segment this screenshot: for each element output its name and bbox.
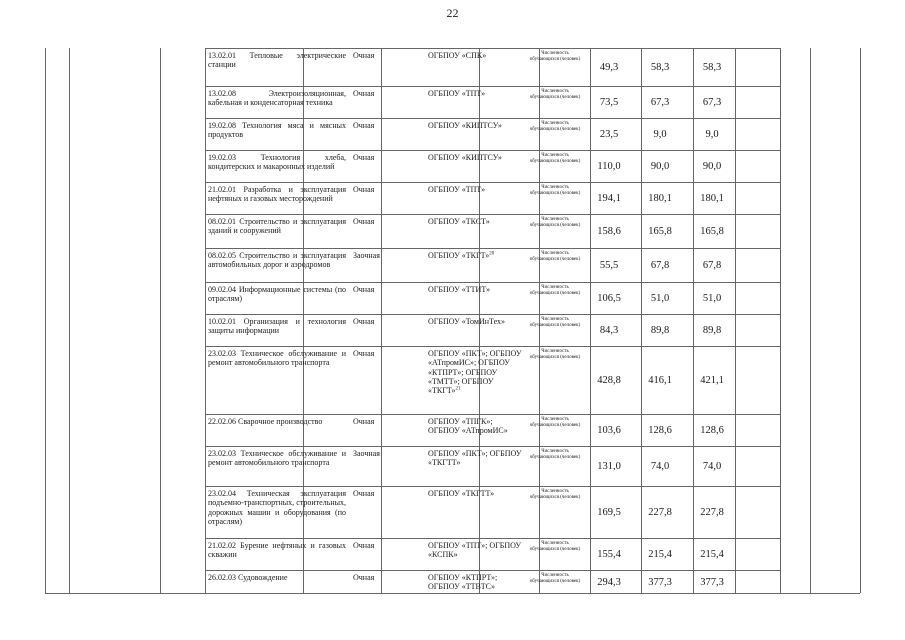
column-border — [205, 48, 206, 593]
value-cell: 227,8 — [700, 507, 724, 518]
column-border — [780, 48, 781, 593]
specialty-cell: 08.02.05 Строительство и эксплуатация автомобильных дорог и аэродромов — [208, 251, 346, 270]
value-cell: 169,5 — [597, 507, 621, 518]
value-cell: 9,0 — [705, 129, 719, 140]
indicator-cell: Численность обучающихся (человек) — [529, 449, 581, 460]
value-cell: 49,3 — [599, 62, 619, 73]
specialty-cell: 13.02.01 Тепловые электрические станции — [208, 51, 346, 70]
value-cell: 165,8 — [648, 226, 672, 237]
study-form-cell: Очная — [353, 417, 375, 426]
row-border — [205, 538, 780, 539]
organization-cell: ОГБПОУ «КИПТСУ» — [428, 121, 502, 130]
study-form-cell: Очная — [353, 285, 375, 294]
value-cell: 294,3 — [597, 576, 621, 588]
value-cell: 227,8 — [648, 507, 672, 518]
value-cell: 416,1 — [648, 375, 672, 386]
value-cell: 67,3 — [702, 97, 722, 108]
footnote-marker: 20 — [489, 251, 495, 257]
value-cell: 67,3 — [650, 97, 670, 108]
value-cell: 215,4 — [648, 549, 672, 560]
specialty-cell: 23.02.04 Техническая эксплуатация подъемно-транспортных, строительных, дорожных машин и оборудования (по отраслям) — [208, 489, 346, 526]
study-form-cell: Заочная — [353, 251, 380, 260]
value-cell: 421,1 — [700, 375, 724, 386]
specialty-cell: 23.02.03 Техническое обслуживание и ремонт автомобильного транспорта — [208, 449, 346, 468]
value-cell: 128,6 — [700, 425, 724, 436]
value-cell: 55,5 — [599, 260, 619, 271]
value-cell: 155,4 — [597, 549, 621, 560]
value-cell: 67,8 — [650, 260, 670, 271]
row-border — [205, 248, 780, 249]
specialty-cell: 26.02.03 Судовождение — [208, 573, 288, 582]
indicator-cell: Численность обучающихся (человек) — [529, 285, 581, 296]
specialty-cell: 08.02.01 Строительство и эксплуатация зданий и сооружений — [208, 217, 346, 236]
page-number: 22 — [446, 6, 459, 20]
specialty-cell: 13.02.08 Электроизоляционная, кабельная и конденсаторная техника — [208, 89, 346, 108]
study-form-cell: Очная — [353, 541, 375, 550]
specialty-cell: 22.02.06 Сварочное производство — [208, 417, 323, 426]
value-cell: 180,1 — [648, 193, 672, 204]
row-border — [205, 86, 780, 87]
value-cell: 428,8 — [597, 375, 621, 386]
specialty-cell: 21.02.02 Бурение нефтяных и газовых скважин — [208, 541, 346, 560]
value-cell: 23,5 — [599, 129, 619, 140]
organization-cell: ОГБПОУ «ТКСТ» — [428, 217, 490, 226]
organization-cell: ОГБПОУ «ТКГТ»$^{20}$ — [428, 251, 495, 260]
row-border — [205, 446, 780, 447]
organization-cell: ОГБПОУ «СПК» — [428, 51, 487, 60]
value-cell: 106,5 — [597, 293, 621, 304]
organization-cell: ОГБПОУ «ТПТ»; ОГБПОУ «КСПК» — [428, 541, 522, 560]
value-cell: 58,3 — [702, 62, 722, 73]
specialty-cell: 23.02.03 Техническое обслуживание и ремонт автомобильного транспорта — [208, 349, 346, 368]
value-cell: 180,1 — [700, 193, 724, 204]
value-cell: 58,3 — [650, 62, 670, 73]
row-border — [205, 414, 780, 415]
education-table — [45, 48, 860, 593]
organization-cell: ОГБПОУ «КИПТСУ» — [428, 153, 502, 162]
indicator-cell: Численность обучающихся (человек) — [529, 89, 581, 100]
value-cell: 51,0 — [702, 293, 722, 304]
value-cell: 89,8 — [702, 325, 722, 336]
value-cell: 377,3 — [648, 576, 672, 588]
value-cell: 67,8 — [702, 260, 722, 271]
value-cell: 377,3 — [700, 576, 724, 588]
value-cell: 194,1 — [597, 193, 621, 204]
value-cell: 9,0 — [653, 129, 667, 140]
column-border — [810, 48, 811, 593]
indicator-cell: Численность обучающихся (человек) — [529, 489, 581, 500]
organization-cell: ОГБПОУ «ТПТ» — [428, 185, 486, 194]
value-cell: 73,5 — [599, 97, 619, 108]
row-border — [205, 182, 780, 183]
footnote-marker: 21 — [455, 386, 461, 392]
row-border — [205, 314, 780, 315]
study-form-cell: Очная — [353, 185, 375, 194]
organization-cell: ОГБПОУ «ТКГТТ» — [428, 489, 495, 498]
study-form-cell: Очная — [353, 317, 375, 326]
column-border — [860, 48, 861, 593]
indicator-cell: Численность обучающихся (человек) — [529, 541, 581, 552]
organization-cell: ОГБПОУ «ТомИнТех» — [428, 317, 506, 326]
value-cell: 158,6 — [597, 226, 621, 237]
organization-cell: ОГБПОУ «КТПРТ»; ОГБПОУ «ТТВТС» — [428, 573, 498, 592]
value-cell: 110,0 — [597, 161, 621, 172]
indicator-cell: Численность обучающихся (человек) — [529, 217, 581, 228]
row-border — [205, 486, 780, 487]
value-cell: 51,0 — [650, 293, 670, 304]
row-border — [205, 346, 780, 347]
study-form-cell: Очная — [353, 489, 375, 498]
organization-cell: ОГБПОУ «ТПГК»; ОГБПОУ «АТпромИС» — [428, 417, 508, 436]
study-form-cell: Очная — [353, 51, 375, 60]
study-form-cell: Очная — [353, 349, 375, 358]
indicator-cell: Численность обучающихся (человек) — [529, 121, 581, 132]
organization-cell: ОГБПОУ «ПКТ»; ОГБПОУ «АТпромИС»; ОГБПОУ «КТПРТ»; ОГБПОУ «ТМТТ»; ОГБПОУ «ТКГТ»$^{21}$ — [428, 349, 522, 396]
table-bottom-border — [45, 593, 860, 594]
value-cell: 128,6 — [648, 425, 672, 436]
row-border — [205, 570, 780, 571]
column-border — [160, 48, 161, 593]
row-border — [205, 48, 780, 49]
value-cell: 74,0 — [650, 461, 670, 472]
organization-cell: ОГБПОУ «ТПТ» — [428, 89, 486, 98]
study-form-cell: Очная — [353, 217, 375, 226]
indicator-cell: Численность обучающихся (человек) — [529, 251, 581, 262]
indicator-cell: Численность обучающихся (человек) — [529, 317, 581, 328]
value-cell: 89,8 — [650, 325, 670, 336]
value-cell: 90,0 — [702, 161, 722, 172]
study-form-cell: Очная — [353, 121, 375, 130]
value-cell: 165,8 — [700, 226, 724, 237]
row-border — [205, 282, 780, 283]
column-border — [69, 48, 70, 593]
indicator-cell: Численность обучающихся (человек) — [529, 185, 581, 196]
specialty-cell: 21.02.01 Разработка и эксплуатация нефтяных и газовых месторождений — [208, 185, 346, 204]
indicator-cell: Численность обучающихся (человек) — [529, 349, 581, 360]
value-cell: 215,4 — [700, 549, 724, 560]
study-form-cell: Заочная — [353, 449, 380, 458]
value-cell: 74,0 — [702, 461, 722, 472]
column-border — [45, 48, 46, 593]
study-form-cell: Очная — [353, 89, 375, 98]
indicator-cell: Численность обучающихся (человек) — [529, 417, 581, 428]
indicator-cell: Численность обучающихся (человек) — [529, 51, 581, 62]
row-border — [205, 150, 780, 151]
study-form-cell: Очная — [353, 153, 375, 162]
value-cell: 103,6 — [597, 425, 621, 436]
row-border — [205, 214, 780, 215]
indicator-cell: Численность обучающихся (человек) — [529, 573, 581, 584]
row-border — [205, 118, 780, 119]
specialty-cell: 19.02.08 Технология мяса и мясных продуктов — [208, 121, 346, 140]
value-cell: 131,0 — [597, 461, 621, 472]
specialty-cell: 19.02.03 Технология хлеба, кондитерских и макаронных изделий — [208, 153, 346, 172]
study-form-cell: Очная — [353, 573, 375, 582]
specialty-cell: 10.02.01 Организация и технология защиты информации — [208, 317, 346, 336]
organization-cell: ОГБПОУ «ПКТ»; ОГБПОУ «ТКГТТ» — [428, 449, 522, 468]
value-cell: 90,0 — [650, 161, 670, 172]
organization-cell: ОГБПОУ «ТТИТ» — [428, 285, 490, 294]
indicator-cell: Численность обучающихся (человек) — [529, 153, 581, 164]
specialty-cell: 09.02.04 Информационные системы (по отраслям) — [208, 285, 346, 304]
value-cell: 84,3 — [599, 325, 619, 336]
